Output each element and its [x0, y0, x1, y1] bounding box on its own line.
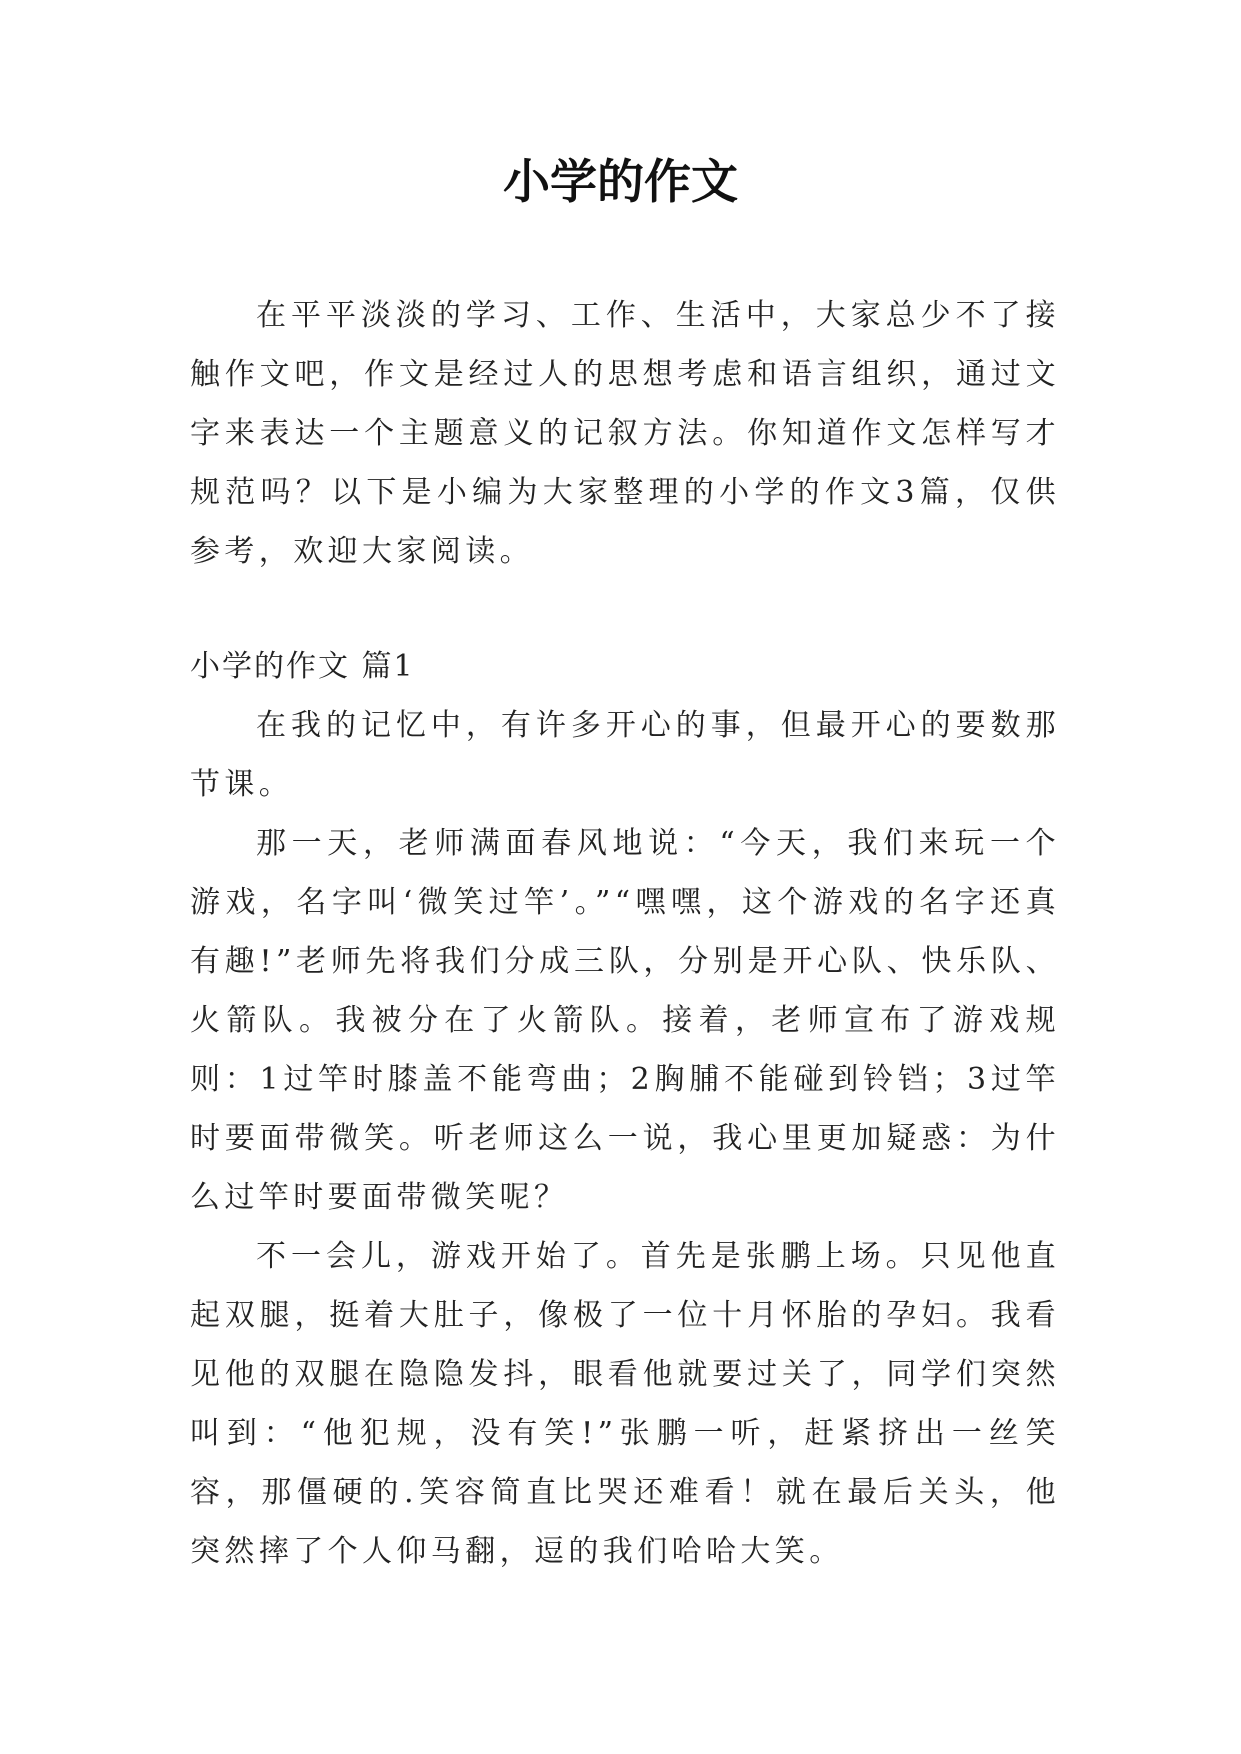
document-body	[190, 286, 1060, 1581]
section-heading: 小学的作文 篇1	[190, 649, 415, 684]
document-title: 小学的作文	[503, 155, 738, 210]
intro-paragraph: 在平平淡淡的学习、工作、生活中，大家总少不了接触作文吧，作文是经过人的思想考虑和语言组织，通过文字来表达一个主题意义的记叙方法。你知道作文怎样写才规范吗？以下是小编为大家整理的小学的作文3篇，仅供参考，欢迎大家阅读。	[190, 298, 1060, 569]
body-paragraph-3: 不一会儿，游戏开始了。首先是张鹏上场。只见他直起双腿，挺着大肚子，像极了一位十月怀胎的孕妇。我看见他的双腿在隐隐发抖，眼看他就要过关了，同学们突然叫到：“他犯规，没有笑!”张鹏一听，赶紧挤出一丝笑容，那僵硬的.笑容简直比哭还难看！就在最后关头，他突然摔了个人仰马翻，逗的我们哈哈大笑。	[190, 1239, 1060, 1569]
body-paragraph-1: 在我的记忆中，有许多开心的事，但最开心的要数那节课。	[190, 708, 1060, 802]
body-paragraph-2: 那一天，老师满面春风地说：“今天，我们来玩一个游戏，名字叫‘微笑过竿’。”“嘿嘿，这个游戏的名字还真有趣!”老师先将我们分成三队，分别是开心队、快乐队、火箭队。我被分在了火箭队。接着，老师宣布了游戏规则：1过竿时膝盖不能弯曲；2胸脯不能碰到铃铛；3过竿时要面带微笑。听老师这么一说，我心里更加疑惑：为什么过竿时要面带微笑呢？	[190, 826, 1060, 1215]
